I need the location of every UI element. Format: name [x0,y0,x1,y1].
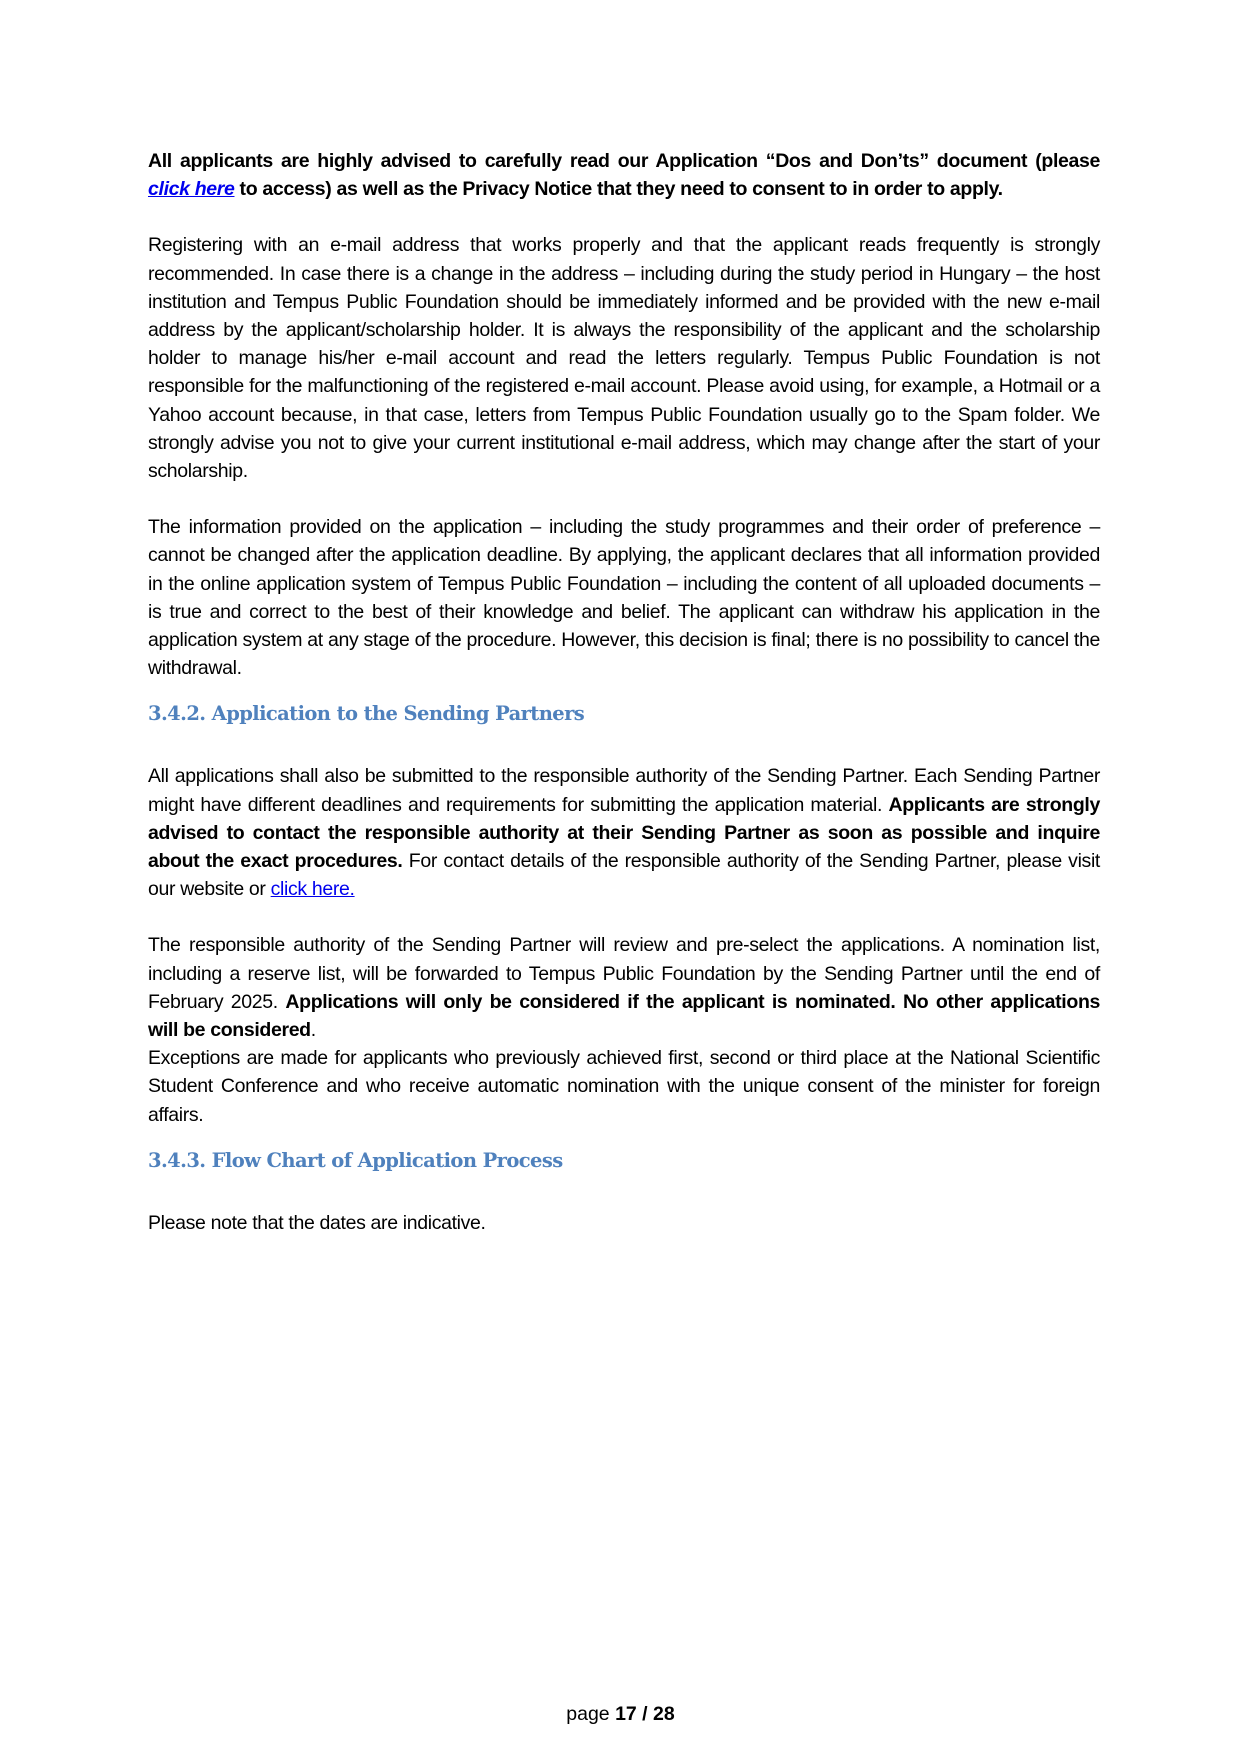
contact-details-link[interactable]: click here. [270,878,355,901]
intro-text-after-link: to access) as well as the Privacy Notice that they need to consent to in order to apply. [234,178,1003,201]
nomination-paragraph [148,931,1100,1044]
nomination-end: . [310,1019,316,1042]
dos-and-donts-link[interactable]: click here [148,178,235,201]
nomination-text: The responsible authority of the Sending Partner will review and pre-select the applications. A nomination list, including a reserve list, will be forwarded to Tempus Public Foundation by the Sending Partner until the end of February 2025. [148,934,1100,1013]
page-prefix: page [566,1703,616,1725]
section-heading-3-4-2: 3.4.2. Application to the Sending Partners [148,702,585,726]
dates-note: Please note that the dates are indicative. [148,1211,486,1234]
sending-partner-bold-advice: Applicants are strongly advised to contact the responsible authority at their Sending Partner as soon as possible and inquire about the exact procedures. [148,793,1100,873]
sending-partner-text-1: All applications shall also be submitted to the responsible authority of the Sending Partner. Each Sending Partner might have different deadlines and requirements for submitting the application material. [148,765,1100,816]
page-footer [0,1702,1241,1726]
email-paragraph: Registering with an e-mail address that works properly and that the applicant reads frequently is strongly recommended. In case there is a change in the address – including during the study period in Hungary – the host institution and Tempus Public Foundation should be immediately informed and be provided with the new e-mail address by the applicant/scholarship holder. It is always the responsibility of the applicant and the scholarship holder to manage his/her e-mail account and read the letters regularly. Tempus Public Foundation is not responsible for the malfunctioning of the registered e-mail account. Please avoid using, for example, a Hotmail or a Yahoo account because, in that case, letters from Tempus Public Foundation usually go to the Spam folder. We strongly advise you not to give your current institutional e-mail address, which may change after the start of your scholarship. [148,234,1100,483]
sending-partner-text-2: For contact details of the responsible authority of the Sending Partner, please visit our website or [148,850,1100,901]
section-heading-3-4-3: 3.4.3. Flow Chart of Application Process [148,1148,563,1172]
information-paragraph: The information provided on the application – including the study programmes and their order of preference – cannot be changed after the application deadline. By applying, the applicant declares that all information provided in the online application system of Tempus Public Foundation – including the content of all uploaded documents – is true and correct to the best of their knowledge and belief. The applicant can withdraw his application in the application system at any stage of the procedure. However, this decision is final; there is no possibility to cancel the withdrawal. [148,516,1100,680]
page-separator: / [636,1703,654,1725]
document-page [148,147,1100,1237]
intro-text-before-link: All applicants are highly advised to carefully read our Application “Dos and Don’ts” document (please [148,150,1100,172]
nomination-bold-text: Applications will only be considered if the applicant is nominated. No other applications will be considered [148,990,1100,1042]
total-page-count: 28 [653,1703,675,1725]
current-page-number: 17 [615,1703,637,1725]
sending-partner-paragraph [148,762,1100,903]
exceptions-paragraph: Exceptions are made for applicants who previously achieved first, second or third place at the National Scientific Student Conference and who receive automatic nomination with the unique consent of the minister for foreign affairs. [148,1047,1100,1126]
intro-paragraph [148,147,1100,203]
